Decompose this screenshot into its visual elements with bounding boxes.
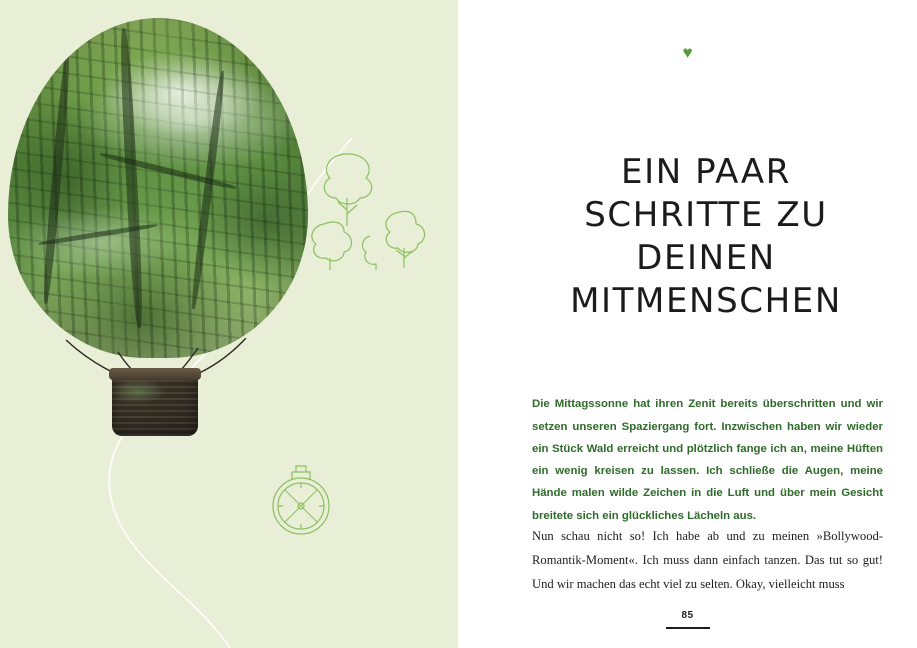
hot-air-balloon xyxy=(8,18,308,438)
chapter-title-line-1: EIN PAAR xyxy=(621,151,791,192)
chapter-title-line-3: DEINEN xyxy=(636,238,776,279)
trees-line-art xyxy=(300,140,450,270)
balloon-basket xyxy=(112,374,198,436)
lead-paragraph: Die Mittagssonne hat ihren Zenit bereits überschritten und wir setzen unseren Spaziergang fort. Inzwischen haben wir wieder ein Stück Wald erreicht und plötzlich fange ich an, meine Hüften ein wenig kreisen zu lassen. Ich schließe die Augen, meine Hände malen wilde Zeichen in die Luft und über mein Gesicht breitete sich ein glückliches Lächeln aus. xyxy=(532,398,883,522)
right-page xyxy=(458,0,917,648)
body-paragraph: Nun schau nicht so! Ich habe ab und zu meinen »Bollywood-Romantik-Moment«. Ich muss dann einfach tanzen. Das tut so gut! Und wir machen das echt viel zu selten. Okay, vielleicht muss xyxy=(532,528,883,591)
basket-rim xyxy=(109,368,201,380)
balloon-envelope-forest-photo xyxy=(8,18,308,358)
chapter-title-line-2: SCHRITTE ZU xyxy=(584,194,828,235)
compass-line-art xyxy=(262,462,340,542)
heart-ornament-icon: ♥ xyxy=(682,43,693,62)
page-number-rule xyxy=(666,627,710,629)
left-page xyxy=(0,0,458,648)
chapter-title xyxy=(530,151,882,324)
chapter-title-line-4: MITMENSCHEN xyxy=(570,281,842,322)
page-number: 85 xyxy=(681,610,694,621)
